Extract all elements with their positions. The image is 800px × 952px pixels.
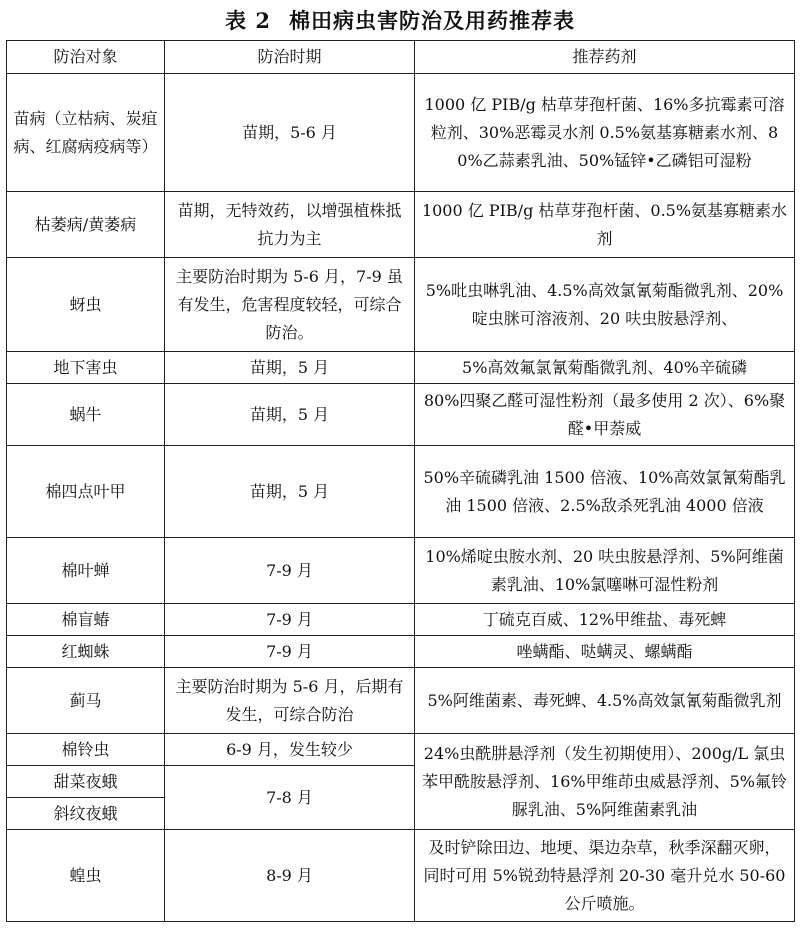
cell-period: 苗期，5 月 [165, 352, 415, 384]
cell-target: 棉盲蝽 [7, 604, 165, 636]
cell-target: 棉四点叶甲 [7, 446, 165, 538]
cell-target: 棉叶蝉 [7, 538, 165, 604]
cell-drugs: 1000 亿 PIB/g 枯草芽孢杆菌、16%多抗霉素可溶粒剂、30%恶霉灵水剂 0.5%氨基寡糖素水剂、80%乙蒜素乳油、50%锰锌•乙磷铝可湿粉 [415, 74, 795, 192]
cell-period: 7-9 月 [165, 604, 415, 636]
cell-target: 蜗牛 [7, 384, 165, 446]
table-row [7, 830, 795, 922]
table-row [7, 668, 795, 734]
table-row [7, 352, 795, 384]
table-row [7, 604, 795, 636]
cell-period: 主要防治时期为 5-6 月，后期有发生，可综合防治 [165, 668, 415, 734]
table-title-text: 棉田病虫害防治及用药推荐表 [288, 8, 575, 33]
cell-period: 苗期，5 月 [165, 446, 415, 538]
cell-target: 苗病（立枯病、炭疽病、红腐病疫病等） [7, 74, 165, 192]
cell-target: 斜纹夜蛾 [7, 798, 165, 830]
header-drugs: 推荐药剂 [415, 41, 795, 74]
cell-period: 苗期，5 月 [165, 384, 415, 446]
cell-target: 甜菜夜蛾 [7, 766, 165, 798]
cell-target: 蓟马 [7, 668, 165, 734]
cell-period: 苗期，无特效药，以增强植株抵抗力为主 [165, 192, 415, 258]
cell-target: 地下害虫 [7, 352, 165, 384]
cell-drugs: 10%烯啶虫胺水剂、20 呋虫胺悬浮剂、5%阿维菌素乳油、10%氯噻啉可湿性粉剂 [415, 538, 795, 604]
cell-drugs: 1000 亿 PIB/g 枯草芽孢杆菌、0.5%氨基寡糖素水剂 [415, 192, 795, 258]
table-header-row [7, 41, 795, 74]
cell-target: 棉铃虫 [7, 734, 165, 766]
cell-drugs: 唑螨酯、哒螨灵、螺螨酯 [415, 636, 795, 668]
cell-target: 红蜘蛛 [7, 636, 165, 668]
cell-target: 枯萎病/黄萎病 [7, 192, 165, 258]
table-row [7, 636, 795, 668]
cell-drugs: 50%辛硫磷乳油 1500 倍液、10%高效氯氰菊酯乳油 1500 倍液、2.5%敌杀死乳油 4000 倍液 [415, 446, 795, 538]
cell-drugs: 5%吡虫啉乳油、4.5%高效氯氰菊酯微乳剂、20%啶虫脒可溶液剂、20 呋虫胺悬浮剂、 [415, 258, 795, 352]
cell-period: 6-9 月，发生较少 [165, 734, 415, 766]
cell-drugs: 5%高效氟氯氰菊酯微乳剂、40%辛硫磷 [415, 352, 795, 384]
cell-drugs: 丁硫克百威、12%甲维盐、毒死蜱 [415, 604, 795, 636]
table-row [7, 734, 795, 766]
cell-period: 7-9 月 [165, 636, 415, 668]
cell-drugs: 80%四聚乙醛可湿性粉剂（最多使用 2 次）、6%聚醛•甲萘威 [415, 384, 795, 446]
cell-drugs-shared: 24%虫酰肼悬浮剂（发生初期使用）、200g/L 氯虫苯甲酰胺悬浮剂、16%甲维茚虫威悬浮剂、5%氟铃脲乳油、5%阿维菌素乳油 [415, 734, 795, 830]
header-target: 防治对象 [7, 41, 165, 74]
table-row [7, 538, 795, 604]
pest-control-table [6, 40, 795, 922]
cell-period-shared: 7-8 月 [165, 766, 415, 830]
cell-period: 苗期，5-6 月 [165, 74, 415, 192]
table-title [0, 4, 800, 38]
table-row [7, 384, 795, 446]
header-period: 防治时期 [165, 41, 415, 74]
cell-drugs: 5%阿维菌素、毒死蜱、4.5%高效氯氰菊酯微乳剂 [415, 668, 795, 734]
cell-target: 蚜虫 [7, 258, 165, 352]
cell-target: 蝗虫 [7, 830, 165, 922]
table-number: 表 2 [225, 8, 271, 33]
table-row [7, 74, 795, 192]
cell-drugs: 及时铲除田边、地埂、渠边杂草，秋季深翻灭卵，同时可用 5%锐劲特悬浮剂 20-30 毫升兑水 50-60 公斤喷施。 [415, 830, 795, 922]
cell-period: 7-9 月 [165, 538, 415, 604]
table-row [7, 258, 795, 352]
table-row [7, 192, 795, 258]
table-row [7, 446, 795, 538]
cell-period: 主要防治时期为 5-6 月，7-9 虽有发生，危害程度较轻，可综合防治。 [165, 258, 415, 352]
cell-period: 8-9 月 [165, 830, 415, 922]
